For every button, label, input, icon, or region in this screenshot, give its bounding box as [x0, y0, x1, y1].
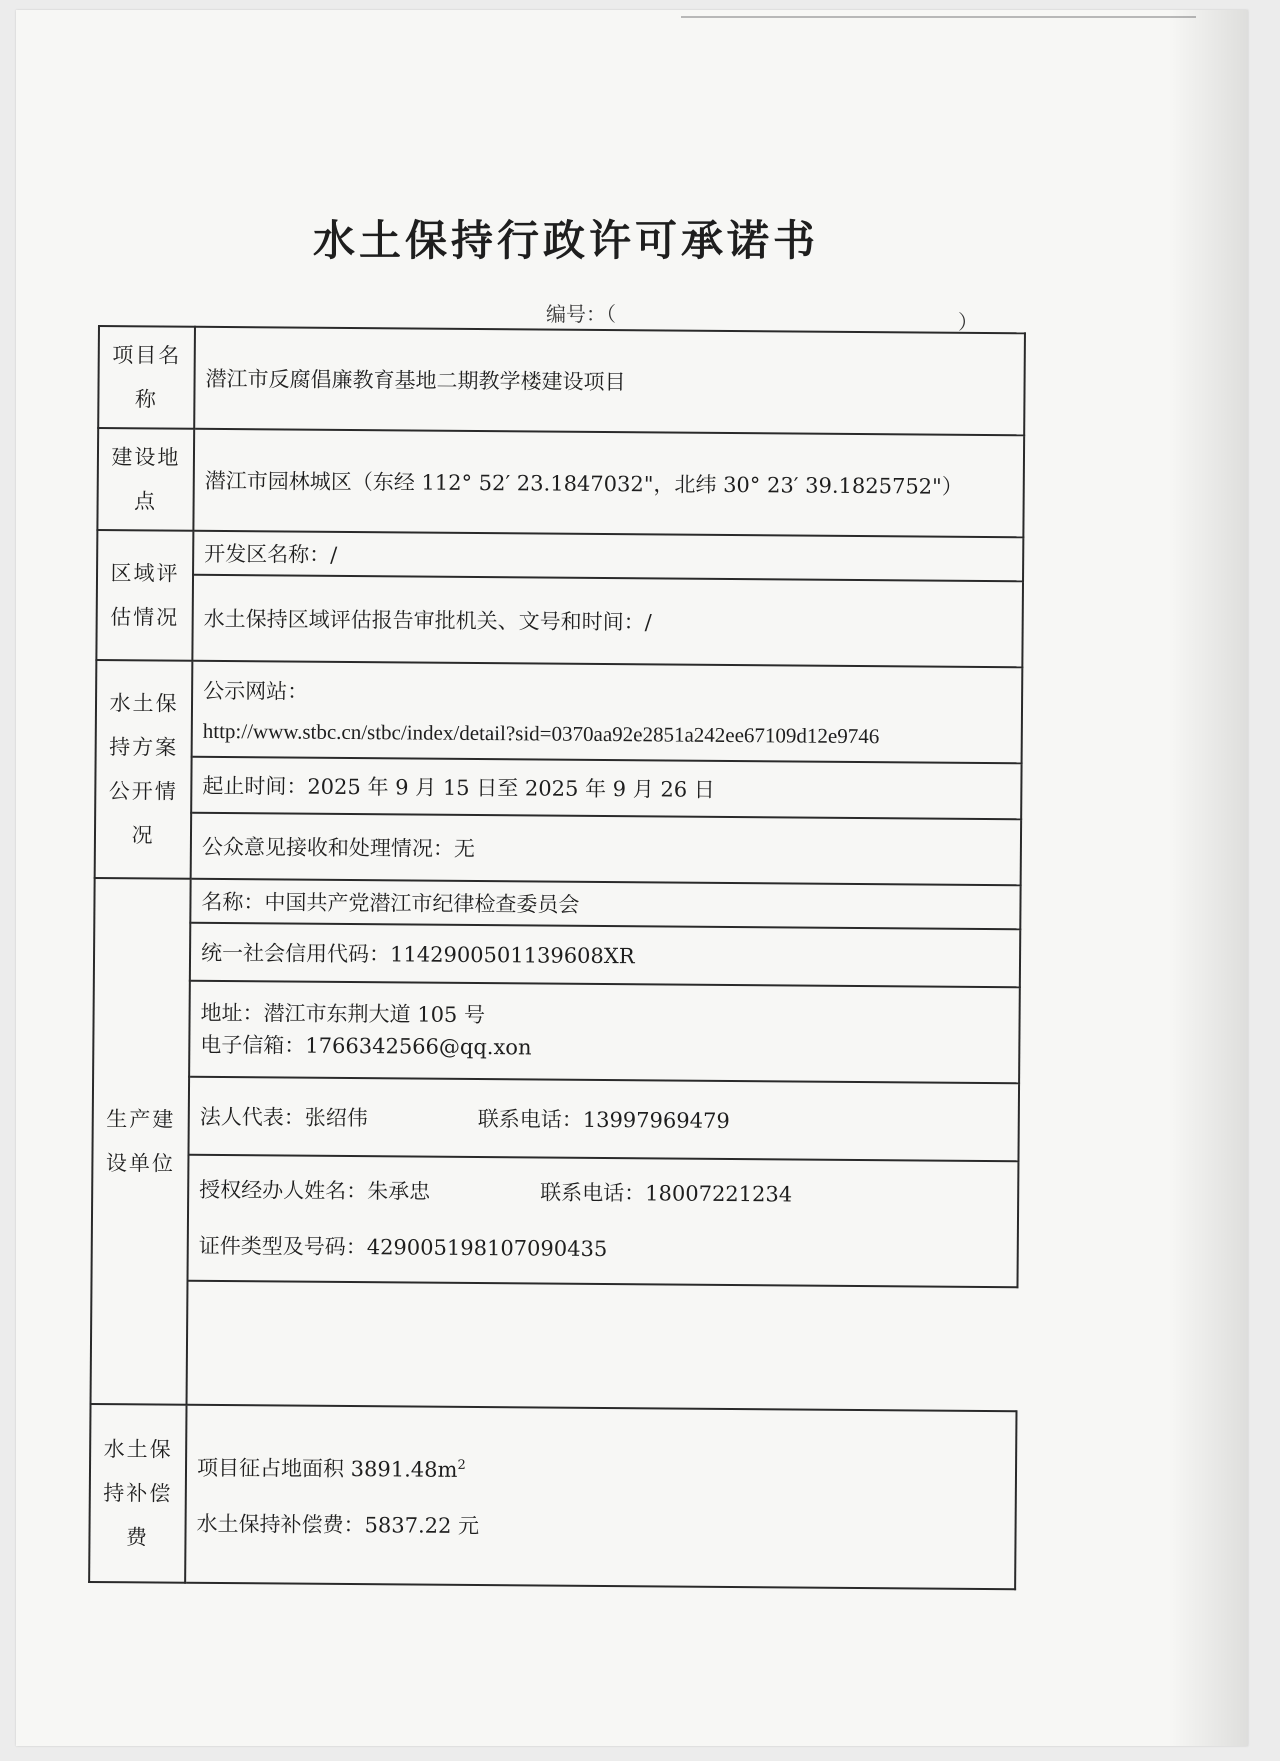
region-label: 区域评估情况 [96, 530, 193, 661]
unit-row-2 [94, 922, 1020, 987]
disclosure-site-url: http://www.stbc.cn/stbc/index/detail?sid=0370aa92e2851a242ee67109d12e9746 [202, 718, 880, 748]
unit-agent-cell [187, 1155, 1018, 1288]
location-label: 建设地点 [97, 428, 194, 531]
unit-label: 生产建设单位 [91, 878, 191, 1405]
unit-row-1 [94, 878, 1020, 929]
disclosure-row-3 [95, 812, 1021, 885]
unit-legal-cell [188, 1077, 1019, 1162]
compensation-area-text: 项目征占地面积 3891.48m [196, 1455, 458, 1482]
unit-row-4 [92, 1076, 1019, 1161]
compensation-fee: 水土保持补偿费：5837.22 元 [196, 1511, 480, 1539]
unit-address: 地址：潜江市东荆大道 105 号 [200, 1000, 486, 1028]
region-zone-name: 开发区名称：/ [193, 531, 1023, 582]
document-title: 水土保持行政许可承诺书 [312, 216, 819, 265]
commitment-form-table [88, 325, 1026, 1590]
page-edge-line [681, 16, 1196, 18]
serial-number-label: 编号：（ [546, 302, 616, 326]
disclosure-row-2 [95, 756, 1021, 819]
disclosure-period: 起止时间：2025 年 9 月 15 日至 2025 年 9 月 26 日 [191, 757, 1021, 820]
disclosure-feedback: 公众意见接收和处理情况：无 [191, 813, 1021, 886]
region-row-1 [97, 530, 1023, 581]
unit-agent-phone: 联系电话：18007221234 [540, 1180, 793, 1207]
disclosure-site-cell [192, 661, 1023, 764]
unit-agent: 授权经办人姓名：朱承忠 [199, 1177, 431, 1204]
project-label: 项目名称 [98, 326, 195, 429]
compensation-row [89, 1404, 1016, 1589]
unit-legal-rep: 法人代表：张绍伟 [199, 1104, 368, 1131]
unit-email: 电子信箱：1766342566@qq.xon [200, 1032, 532, 1060]
unit-row-6 [91, 1280, 1018, 1411]
compensation-area-unit-exponent: 2 [457, 1457, 466, 1473]
project-row [98, 326, 1025, 435]
form-table-frame [88, 325, 1026, 1590]
unit-row-3 [93, 980, 1020, 1083]
compensation-label: 水土保持补偿费 [89, 1404, 186, 1583]
region-row-2 [96, 574, 1023, 667]
compensation-area [197, 1436, 1005, 1502]
unit-credit-code: 统一社会信用代码：1142900501139608XR [190, 923, 1020, 988]
unit-legal-phone: 联系电话：13997969479 [477, 1107, 730, 1133]
serial-number-close: ） [958, 310, 978, 334]
unit-id-number: 证件类型及号码：429005198107090435 [198, 1233, 608, 1262]
document-page [16, 10, 1248, 1746]
disclosure-row-1 [96, 660, 1023, 763]
compensation-cell [185, 1405, 1016, 1590]
unit-contact-cell [189, 981, 1020, 1084]
region-approval: 水土保持区域评估报告审批机关、文号和时间：/ [192, 575, 1023, 668]
disclosure-site-label: 公示网站： [203, 678, 309, 704]
project-value: 潜江市反腐倡廉教育基地二期教学楼建设项目 [194, 327, 1025, 436]
disclosure-label: 水土保持方案公开情况 [95, 660, 193, 879]
location-row [97, 428, 1024, 537]
unit-row-5 [91, 1154, 1018, 1287]
location-value: 潜江市园林城区（东经 112° 52′ 23.1847032"，北纬 30° 23′ 39.1825752"） [193, 429, 1024, 538]
unit-name: 名称：中国共产党潜江市纪律检查委员会 [190, 879, 1020, 930]
scan-shadow [1168, 10, 1248, 1746]
